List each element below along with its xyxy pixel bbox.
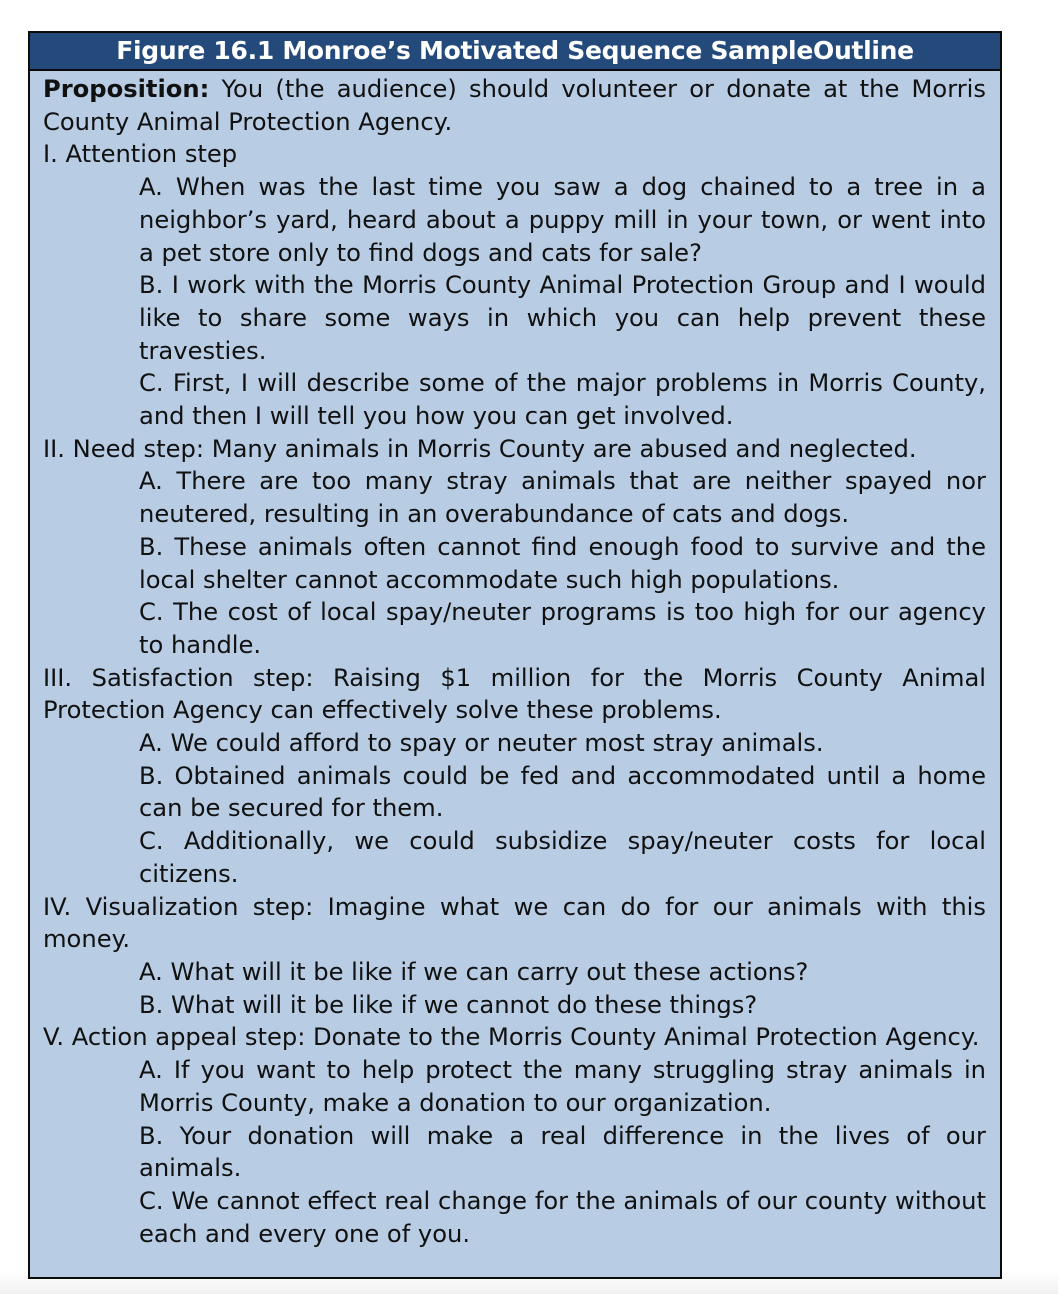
outline-body <box>30 71 1000 1250</box>
proposition <box>43 73 986 138</box>
figure-box <box>28 31 1002 1279</box>
outline-item: B. These animals often cannot find enough food to survive and the local shelter cannot accommodate such high populations. <box>139 532 986 594</box>
outline-item: C. The cost of local spay/neuter programs is too high for our agency to handle. <box>139 598 986 659</box>
outline-item: B. Obtained animals could be fed and accommodated until a home can be secured for them. <box>139 761 986 823</box>
outline-item: B. Your donation will make a real difference in the lives of our animals. <box>139 1121 986 1183</box>
outline-item: A. If you want to help protect the many struggling stray animals in Morris County, make a donation to our organization. <box>139 1056 986 1117</box>
outline-item: A. What will it be like if we can carry out these actions? <box>139 957 809 986</box>
figure-title: Figure 16.1 Monroe’s Motivated Sequence SampleOutline <box>30 33 1000 71</box>
proposition-label: Proposition: <box>43 75 210 103</box>
outline-item: A. There are too many stray animals that are neither spayed nor neutered, resulting in an overabundance of cats and dogs. <box>139 467 986 529</box>
section-heading: V. Action appeal step: Donate to the Morris County Animal Protection Agency. <box>43 1023 980 1052</box>
section-heading: III. Satisfaction step: Raising $1 million for the Morris County Animal Protection Agency can effectively solve these problems. <box>43 663 986 725</box>
section-heading: II. Need step: Many animals in Morris County are abused and neglected. <box>43 434 917 463</box>
section-heading: I. Attention step <box>43 140 238 169</box>
outline-item: B. I work with the Morris County Animal Protection Group and I would like to share some ways in which you can help prevent these travesties. <box>139 271 986 365</box>
outline-item: C. First, I will describe some of the major problems in Morris County, and then I will tell you how you can get involved. <box>139 369 986 431</box>
section-heading: IV. Visualization step: Imagine what we can do for our animals with this money. <box>43 892 986 954</box>
outline-item: A. We could afford to spay or neuter most stray animals. <box>139 729 824 758</box>
outline-item: C. Additionally, we could subsidize spay/neuter costs for local citizens. <box>139 827 986 888</box>
outline-item: A. When was the last time you saw a dog chained to a tree in a neighbor’s yard, heard about a puppy mill in your town, or went into a pet store only to find dogs and cats for sale? <box>139 173 986 267</box>
outline-item: B. What will it be like if we cannot do these things? <box>139 990 758 1019</box>
outline-item: C. We cannot effect real change for the animals of our county without each and every one of you. <box>139 1186 986 1248</box>
proposition-text: You (the audience) should volunteer or donate at the Morris County Animal Protection Agency. <box>43 75 986 136</box>
